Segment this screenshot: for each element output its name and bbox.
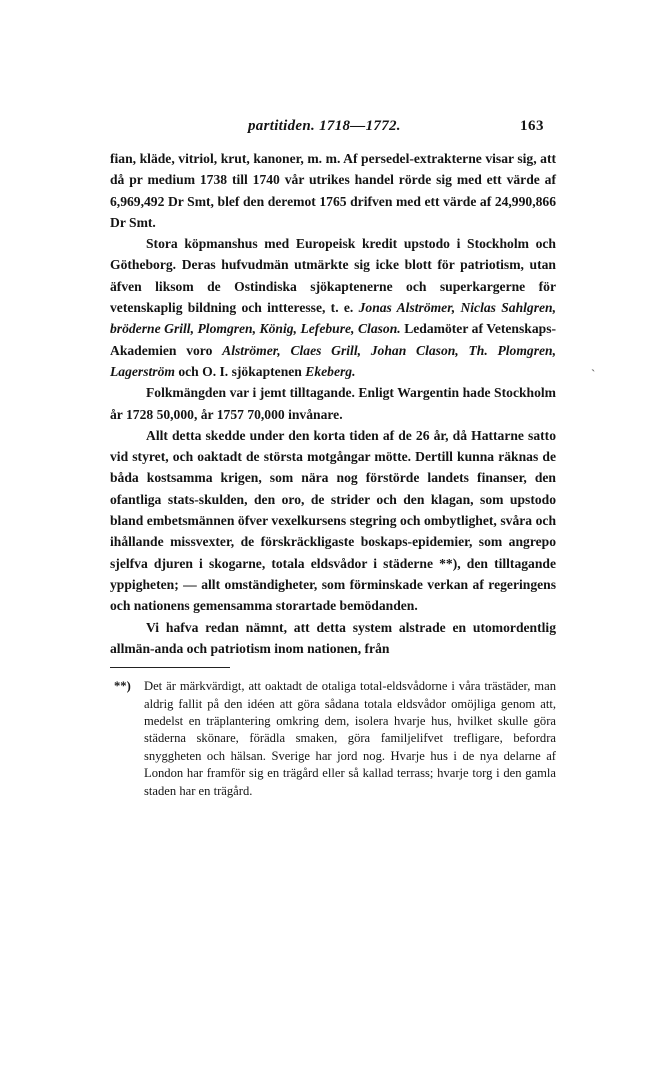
footnote-mark: **) — [114, 679, 131, 694]
paragraph-2-and: och O. I. sjökaptenen — [174, 363, 306, 379]
paragraph-4: Allt detta skedde under den korta tiden af de 26 år, då Hattarne satto vid styret, och oaktadt de största motgångar mötte. Dertill kunna räknas de båda kostsamma krigen, som nära nog förstörde landets finanser, den ofantliga stats-skulden, den oro, de strider och den klagan, som upstodo bland embetsmännen öfver vexelkursens stegring och ombytlighet, svåra och ihållande missvexter, de förskräckligaste boskaps-epidemier, som angrepo sjelfva djuren i skogarne, totala eldsvådor i städerne **), den tilltagande yppigheten; — allt omständigheter, som förminskade verkan af regeringens och nationens gemensamma storartade bemödanden. — [110, 427, 556, 614]
paragraph-2-name-3: Ekeberg. — [305, 363, 356, 379]
main-text — [110, 148, 556, 659]
running-header — [110, 118, 556, 140]
footnote-text: Det är märkvärdigt, att oaktadt de otaliga total-eldsvådorne i våra trästäder, man aldrig fallit på den idéen att göra sådana totala eldsvådor omöjliga genom att, medelst en träplantering omkring dem, isolera hvarje hus, hvilket skulle göra städerna skönare, förädla smaken, göra familjelifvet trefligare, befordra snyggheten och hälsan. Sverige har jord nog. Hvarje hus i de nya delarne af London har framför sig en trägård eller så kallad terrass; hvarje torg i den gamla staden har en trägård. — [144, 679, 556, 798]
paragraph-5: Vi hafva redan nämnt, att detta system alstrade en utomordentlig allmän-anda och patriotism inom nationen, från — [110, 619, 556, 656]
paragraph-3: Folkmängden var i jemt tilltagande. Enligt Wargentin hade Stockholm år 1728 50,000, år 1757 70,000 invånare. — [110, 385, 556, 422]
paragraph-2-names-1: Jonas Alströmer, Niclas Sahlgren, bröderne Grill, Plomgren, König, Lefebure, Clason. — [110, 300, 556, 337]
paragraph-2-lead: Stora köpmanshus med Europeisk kredit upstodo i Stockholm och Götheborg. Deras hufvudmän utmärkte sig icke blott för patriotism, utan äfven liksom de Ostindiska sjökaptenerne och superkargerne för vetenskaplig bildning och intteresse, t. e. — [110, 236, 556, 316]
book-page — [110, 118, 556, 800]
footnote-divider — [110, 667, 230, 668]
footnote — [110, 678, 556, 800]
margin-mark: ˎ — [591, 357, 596, 372]
running-title: partitiden. 1718—1772. — [248, 118, 401, 134]
paragraph-2 — [110, 233, 556, 382]
paragraph-1: fian, kläde, vitriol, krut, kanoner, m. m. Af persedel-extrakterne visar sig, att då pr medium 1738 till 1740 vår utrikes handel rörde sig med ett värde af 6,969,492 Dr Smt, blef den deremot 1765 drifven med ett värde af 24,990,866 Dr Smt. — [110, 151, 556, 230]
paragraph-2-mid: Ledamöter af Vetenskaps-Akademien voro — [110, 321, 557, 358]
paragraph-2-names-2: Alströmer, Claes Grill, Johan Clason, Th. Plomgren, Lagerström — [110, 342, 557, 379]
page-number: 163 — [520, 118, 544, 134]
